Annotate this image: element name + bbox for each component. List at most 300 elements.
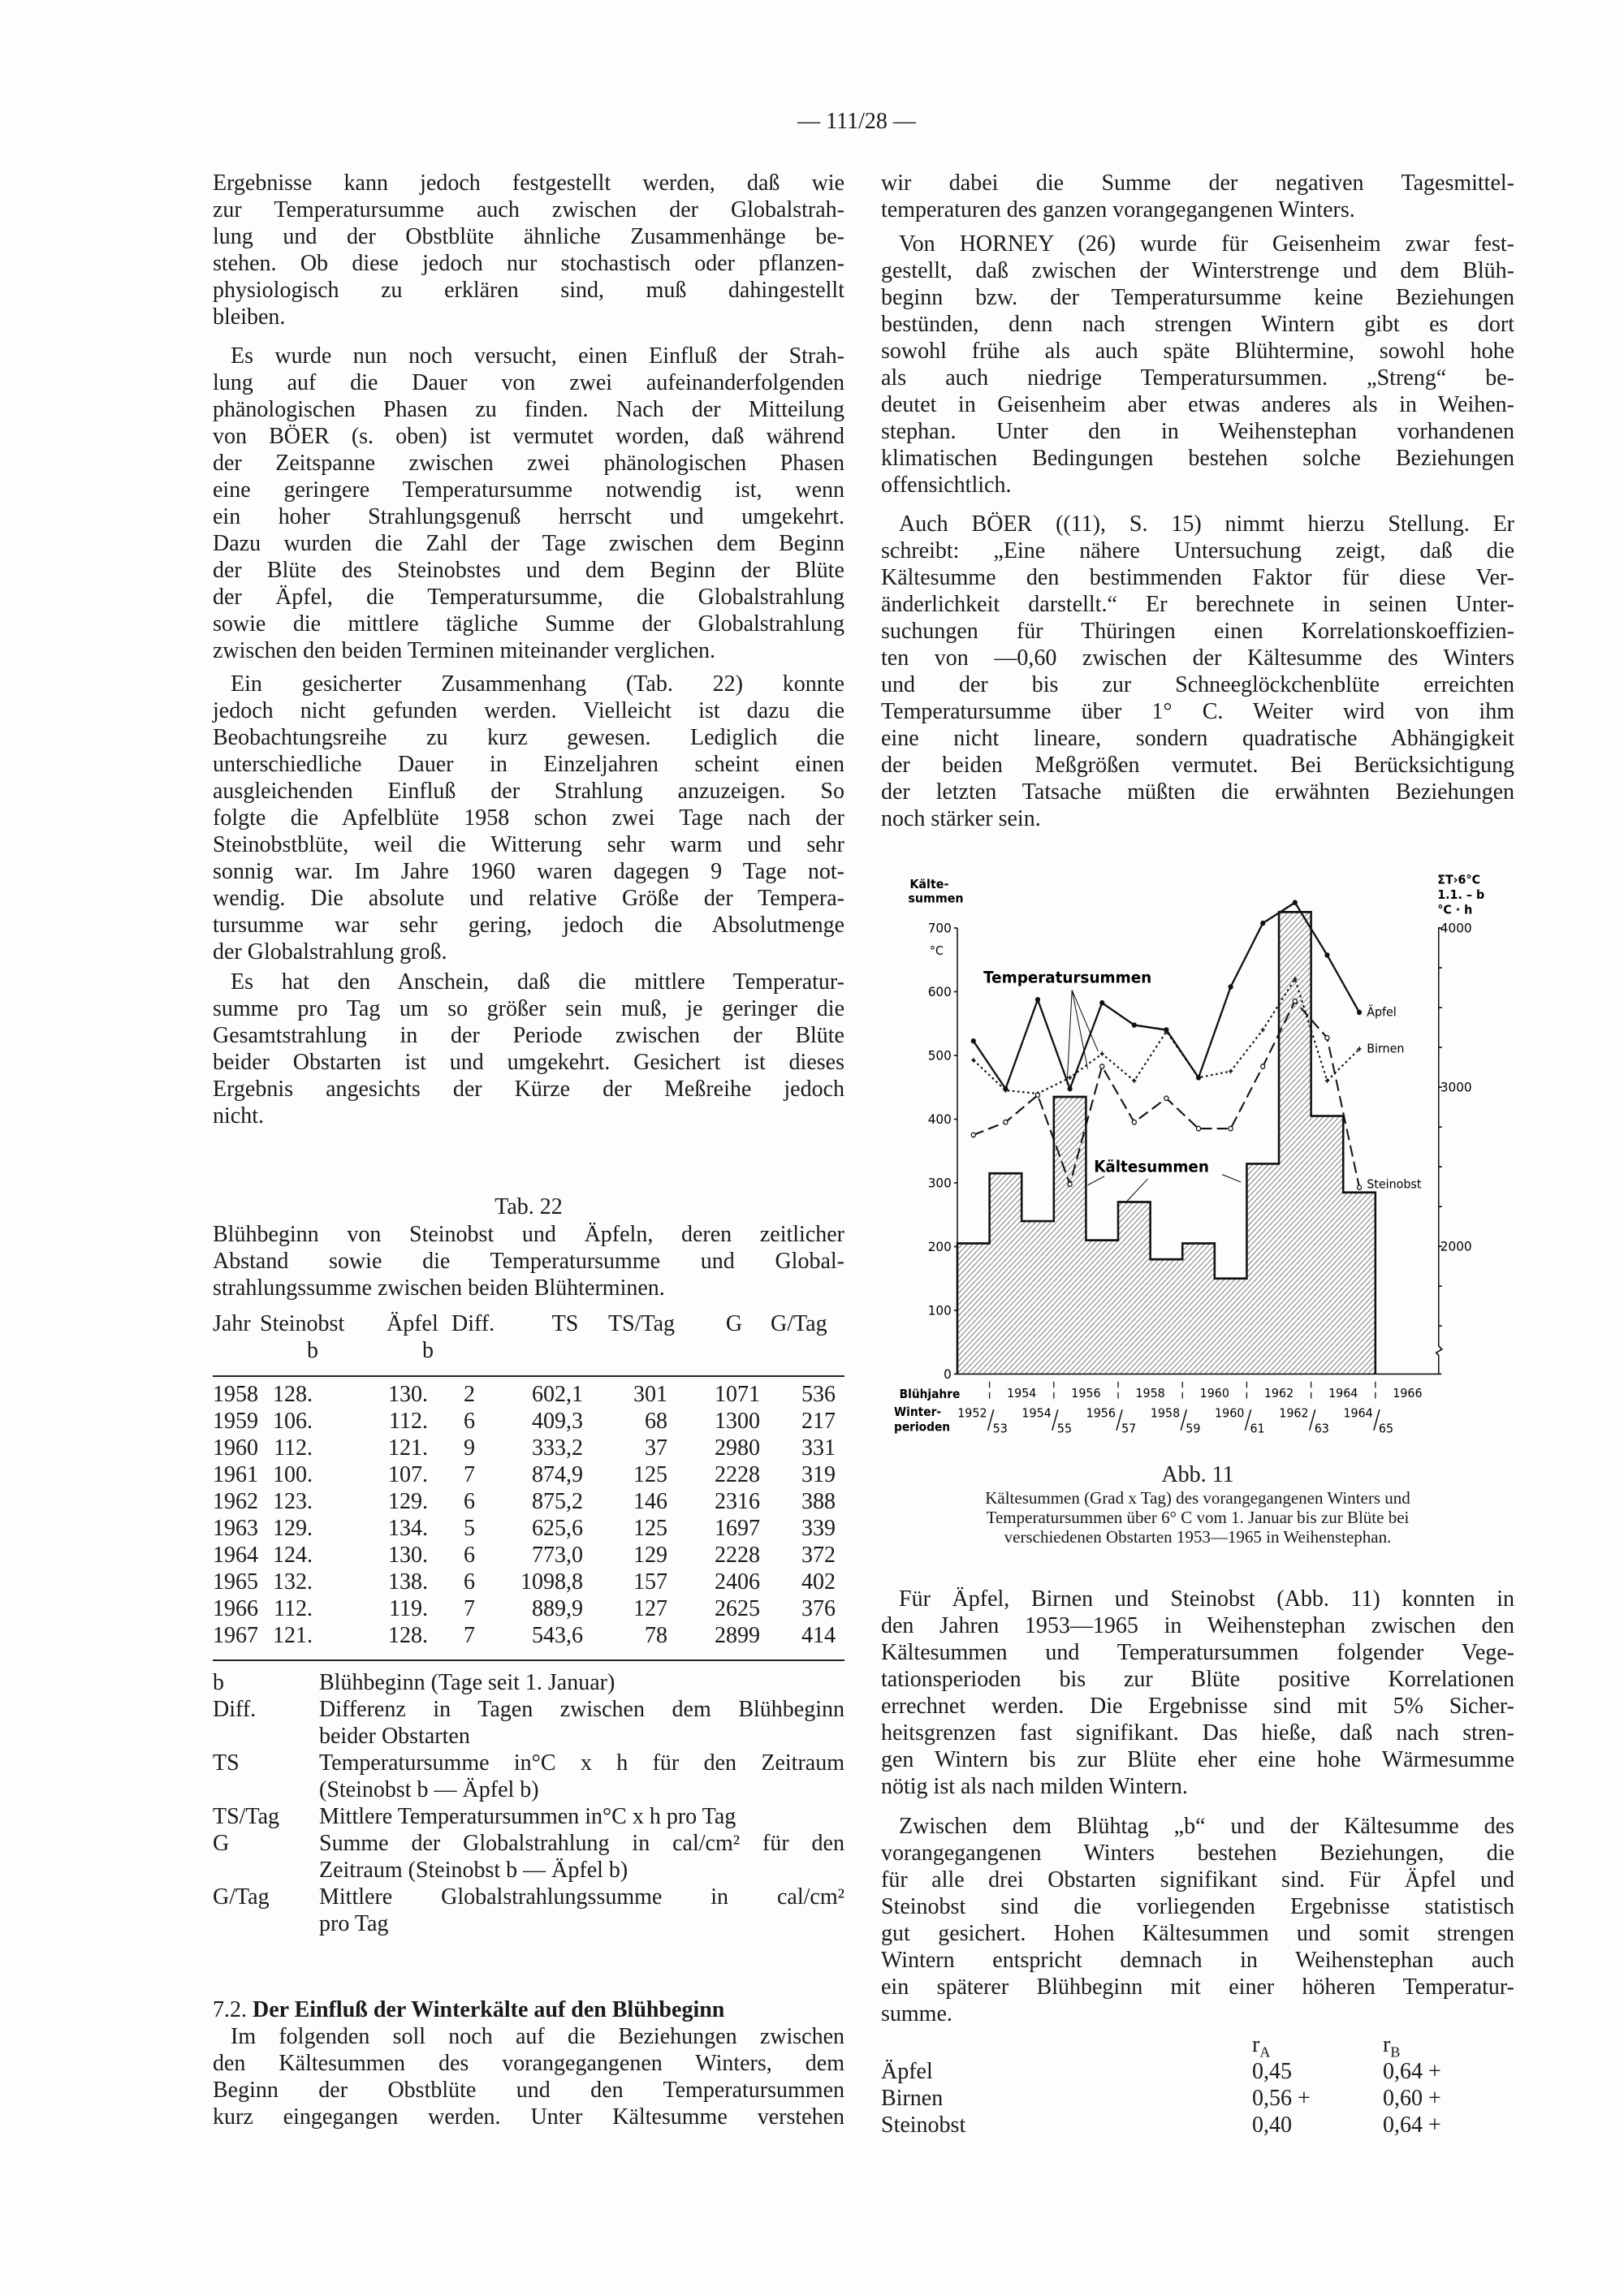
text-line: stephan. Unter den in Weihenstephan vorhandenen <box>881 419 1514 444</box>
table-cell: 602,1 <box>532 1382 583 1407</box>
paragraph <box>881 1586 1514 1800</box>
text-line: Wintern entspricht demnach in Weihenstephan auch <box>881 1948 1514 1973</box>
series-point <box>1324 952 1329 958</box>
column-header: Jahr <box>213 1311 251 1336</box>
text-line: eine geringere Temperatursumme notwendig ist, wenn <box>213 477 844 503</box>
text-line: folgte die Apfelblüte 1958 schon zwei Tage nach der <box>213 805 844 831</box>
table-cell: 129 <box>633 1543 667 1568</box>
left-axis-tick-label: 200 <box>927 1238 952 1255</box>
text-line: Dazu wurden die Zahl der Tage zwischen dem Beginn <box>213 531 844 556</box>
table-cell: 132. <box>273 1569 313 1595</box>
kaeltesummen-bar <box>1343 1193 1376 1375</box>
header-r: r <box>1252 2032 1260 2057</box>
table-cell: 37 <box>645 1435 667 1461</box>
text-line: ein späterer Blühbeginn mit einer höheren Temperatur- <box>881 1974 1514 2000</box>
left-axis-tick-label: 700 <box>927 919 952 936</box>
table-cell: 112. <box>274 1435 313 1461</box>
text-line: Auch BÖER ((11), S. 15) nimmt hierzu Stellung. Er <box>899 511 1514 537</box>
text-line: Gesamtstrahlung in der Periode zwischen der Blüte <box>213 1023 844 1048</box>
left-axis-tick-label: 500 <box>927 1047 952 1064</box>
series-point <box>1068 1076 1072 1080</box>
series-point <box>1260 921 1265 926</box>
correlation-name: Steinobst <box>881 2113 966 2138</box>
table-cell: 339 <box>801 1516 836 1541</box>
text-line: bleiben. <box>213 304 286 330</box>
text-line: der Äpfel, die Temperatursumme, die Globalstrahlung <box>213 585 844 610</box>
text-line: nötig ist als nach milden Wintern. <box>881 1774 1188 1799</box>
text-line: Temperatursumme über 1° C. Weiter wird von ihm <box>881 699 1514 724</box>
text-line: unterschiedliche Dauer in Einzeljahren scheint einen <box>213 752 844 777</box>
section-heading <box>213 1996 724 2023</box>
series-point <box>1261 1028 1265 1032</box>
text-line: Es hat den Anschein, daß die mittlere Temperatur- <box>231 969 844 995</box>
series-point <box>1004 1120 1008 1124</box>
correlation-rA: 0,40 <box>1252 2113 1292 2138</box>
left-axis-tick-label: 0 <box>944 1366 952 1383</box>
table-cell: 68 <box>645 1409 667 1434</box>
text-line: suchungen für Thüringen einen Korrelationskoeffizien- <box>881 619 1514 644</box>
section-title: Der Einfluß der Winterkälte auf den Blühbeginn <box>253 1997 725 2022</box>
text-line: klimatischen Bedingungen bestehen solche Beziehungen <box>881 446 1514 471</box>
table-cell: 875,2 <box>532 1489 583 1514</box>
figure-label: Abb. 11 <box>1161 1462 1234 1487</box>
table-cell: 129. <box>273 1516 313 1541</box>
table-cell: 2228 <box>715 1462 760 1487</box>
table-cell: 1965 <box>213 1569 258 1595</box>
x-tick-label-winter-start: 1960 <box>1215 1405 1245 1421</box>
table-cell: 9 <box>464 1435 475 1461</box>
text-line: phänologischen Phasen zu finden. Nach der Mitteilung <box>213 397 844 422</box>
table-cell: 121. <box>273 1623 313 1648</box>
table-cell: 6 <box>464 1543 475 1568</box>
text-line: der Globalstrahlung groß. <box>213 939 447 965</box>
table-cell: 1961 <box>213 1462 258 1487</box>
x-tick-label-winter-start: 1954 <box>1021 1405 1052 1421</box>
figure-chart <box>893 861 1535 1437</box>
text-line: ausgleichenden Einfluß der Strahlung anzuzeigen. So <box>213 779 844 804</box>
table-cell: 388 <box>801 1489 836 1514</box>
kaeltesummen-bar <box>1311 1116 1344 1375</box>
paragraph <box>881 170 1514 223</box>
text-line: lung auf die Dauer von zwei aufeinanderfolgenden <box>213 370 844 395</box>
text-line: heitsgrenzen fast signifikant. Das hieße, daß nach stren- <box>881 1720 1514 1746</box>
series-point <box>1261 1064 1265 1068</box>
series-point <box>971 1133 975 1137</box>
text-line: der Blüte des Steinobstes und dem Beginn der Blüte <box>213 558 844 583</box>
text-line: beider Obstarten ist und umgekehrt. Gesichert ist dieses <box>213 1050 844 1075</box>
caption-line: Temperatursummen über 6° C vom 1. Januar bis zur Blüte bei <box>986 1508 1410 1527</box>
paragraph <box>213 343 844 664</box>
text-line: stehen. Ob diese jedoch nur stochastisch oder pflanzen- <box>213 251 844 276</box>
x-tick-label-bluehjahr: 1956 <box>1071 1386 1101 1400</box>
table-cell: 1300 <box>715 1409 760 1434</box>
text-line: Steinobstblüte, weil die Witterung sehr warm und sehr <box>213 832 844 857</box>
table-cell: 301 <box>633 1382 667 1407</box>
text-line: Steinobst sind die vorliegenden Ergebnisse statistisch <box>881 1894 1514 1919</box>
table-cell: 78 <box>645 1623 667 1648</box>
text-line: temperaturen des ganzen vorangegangenen Winters. <box>881 197 1355 222</box>
text-line: lung und der Obstblüte ähnliche Zusammenhänge be- <box>213 224 844 249</box>
right-axis-title: °C · h <box>1437 903 1473 917</box>
header-r: r <box>1383 2032 1391 2057</box>
text-line: den Jahren 1953—1965 in Weihenstephan zwischen den <box>881 1613 1514 1638</box>
series-point <box>1132 1022 1137 1028</box>
text-line: Beobachtungsreihe zu kurz gewesen. Lediglich die <box>213 725 844 750</box>
x-tick-label-bluehjahr: 1958 <box>1135 1386 1165 1400</box>
series-point <box>1164 1096 1168 1100</box>
text-line: wendig. Die absolute und relative Größe der Tempera- <box>213 886 844 911</box>
annotation-temperatursummen: Temperatursummen <box>983 969 1152 987</box>
legend-key: b <box>213 1670 224 1695</box>
text-line: den Kältesummen des vorangegangenen Winters, dem <box>213 2051 844 2076</box>
series-point <box>1196 1126 1200 1130</box>
legend-description: Mittlere Temperatursummen in°C x h pro Tag <box>319 1804 736 1829</box>
table-cell: 2980 <box>715 1435 760 1461</box>
x-tick-label-winter-start: 1962 <box>1279 1405 1309 1421</box>
text-line: sowohl frühe als auch späte Blühtermine, sowohl hohe <box>881 339 1514 364</box>
legend-description: Blühbeginn (Tage seit 1. Januar) <box>319 1670 615 1695</box>
x-tick-label-winter-end: 63 <box>1314 1422 1329 1436</box>
table-cell: 125 <box>633 1462 667 1487</box>
x-tick-label-bluehjahr: 1954 <box>1007 1386 1037 1400</box>
series-point <box>1325 1036 1329 1040</box>
left-axis-tick-label: 400 <box>927 1111 952 1128</box>
text-line: Es wurde nun noch versucht, einen Einfluß der Strah- <box>231 343 844 369</box>
table-cell: 874,9 <box>532 1462 583 1487</box>
x-tick-label-winter-end: 55 <box>1056 1422 1073 1436</box>
series-point <box>1229 984 1233 990</box>
table-bottom-rule <box>213 1659 844 1661</box>
table-cell: 543,6 <box>532 1623 583 1648</box>
text-line: tationsperioden bis zur Blüte positive Korrelationen <box>881 1667 1514 1692</box>
section-number: 7.2. <box>213 1997 247 2022</box>
text-line: Von HORNEY (26) wurde für Geisenheim zwar fest- <box>899 231 1514 257</box>
text-line: vorangegangenen Winters bestehen Beziehungen, die <box>881 1841 1514 1866</box>
legend-key: G/Tag <box>213 1884 270 1910</box>
legend-description: Summe der Globalstrahlung in cal/cm² für den <box>319 1831 844 1856</box>
caption-line: verschiedenen Obstarten 1953—1965 in Weihenstephan. <box>1004 1527 1392 1547</box>
table-top-rule <box>213 1375 844 1377</box>
text-line: sowie die mittlere tägliche Summe der Globalstrahlung <box>213 611 844 637</box>
text-line: kurz eingegangen werden. Unter Kältesumme verstehen <box>213 2104 844 2130</box>
text-line: Zwischen dem Blühtag „b“ und der Kältesumme des <box>899 1814 1514 1839</box>
text-line: summe pro Tag um so größer sein muß, je geringer die <box>213 996 844 1021</box>
table-cell: 119. <box>389 1596 428 1621</box>
text-line: sonnig war. Im Jahre 1960 waren dagegen 9 Tage not- <box>213 859 844 884</box>
legend-key: TS <box>213 1750 240 1776</box>
table-cell: 146 <box>633 1489 667 1514</box>
column-header: Diff. <box>451 1311 495 1336</box>
left-axis-tick-label: 300 <box>927 1174 952 1191</box>
series-point <box>971 1038 976 1044</box>
text-line: von BÖER (s. oben) ist vermutet worden, daß während <box>213 424 844 449</box>
table-cell: 7 <box>464 1596 475 1621</box>
column-header: TS <box>551 1311 579 1336</box>
table-cell: 773,0 <box>532 1543 583 1568</box>
text-line: und der bis zur Schneeglöckchenblüte erreichten <box>881 672 1514 697</box>
text-line: Kältesummen und Temperatursummen folgender Vege- <box>881 1640 1514 1665</box>
legend-description: Zeitraum (Steinobst b — Äpfel b) <box>319 1858 628 1883</box>
header-sub: B <box>1390 2044 1401 2061</box>
table-cell: 217 <box>801 1409 836 1434</box>
x-row2-title: perioden <box>894 1420 951 1435</box>
text-line: gen Wintern bis zur Blüte eher eine hohe Wärmesumme <box>881 1747 1514 1772</box>
text-line: bestünden, denn nach strengen Wintern gibt es dort <box>881 312 1514 337</box>
kaeltesummen-bar <box>1086 1241 1118 1375</box>
text-line: gestellt, daß zwischen der Winterstrenge und dem Blüh- <box>881 258 1514 283</box>
text-line: Ergebnisse kann jedoch festgestellt werden, daß wie <box>213 170 844 196</box>
text-line: errechnet werden. Die Ergebnisse sind mit 5% Sicher- <box>881 1694 1514 1719</box>
table-cell: 2228 <box>715 1543 760 1568</box>
text-line: beginn bzw. der Temperatursumme keine Beziehungen <box>881 285 1514 310</box>
table-cell: 128. <box>273 1382 313 1407</box>
table-cell: 2899 <box>715 1623 760 1648</box>
table-cell: 1697 <box>715 1516 760 1541</box>
table-cell: 1963 <box>213 1516 258 1541</box>
legend-key: Diff. <box>213 1697 257 1722</box>
text-line: Ergebnis angesichts der Kürze der Meßreihe jedoch <box>213 1077 844 1102</box>
series-point <box>1357 1010 1362 1016</box>
x-tick-label-bluehjahr: 1962 <box>1263 1386 1294 1400</box>
table-label: Tab. 22 <box>495 1194 563 1219</box>
series-point <box>1035 1093 1039 1097</box>
table-cell: 7 <box>464 1623 475 1648</box>
text-line: wir dabei die Summe der negativen Tagesmittel- <box>881 170 1514 196</box>
table-cell: 333,2 <box>532 1435 583 1461</box>
left-axis-tick-label: 600 <box>927 983 952 1000</box>
table-cell: 112. <box>389 1409 428 1434</box>
table-cell: 6 <box>464 1409 475 1434</box>
table-cell: 127 <box>633 1596 667 1621</box>
table-cell: 1959 <box>213 1409 258 1434</box>
x-tick-label-winter-end: 59 <box>1186 1422 1201 1436</box>
legend-key: TS/Tag <box>213 1804 280 1829</box>
text-line: physiologisch zu erklären sind, muß dahingestellt <box>213 278 844 303</box>
correlation-name: Birnen <box>881 2086 944 2111</box>
paragraph <box>881 1813 1514 2027</box>
table-cell: 1967 <box>213 1623 258 1648</box>
text-line: zur Temperatursumme auch zwischen der Globalstrah- <box>213 197 844 222</box>
kaeltesummen-bar <box>957 1244 990 1375</box>
correlation-rB: 0,64 + <box>1383 2113 1441 2138</box>
correlation-rB: 0,64 + <box>1383 2059 1441 2084</box>
column-subheader: b <box>307 1338 318 1363</box>
paragraph <box>213 671 844 965</box>
legend-description: Temperatursumme in°C x h für den Zeitraum <box>319 1750 844 1776</box>
x-tick-label-winter-start: 1952 <box>957 1405 987 1421</box>
x-tick-label-winter-start: 1964 <box>1343 1405 1373 1421</box>
table-cell: 125 <box>633 1516 667 1541</box>
right-axis-title: 1.1. – b <box>1437 887 1485 903</box>
table-cell: 1966 <box>213 1596 258 1621</box>
legend-description: (Steinobst b — Äpfel b) <box>319 1777 539 1802</box>
left-axis-title: summen <box>908 891 964 906</box>
table-cell: 129. <box>388 1489 428 1514</box>
legend-description: pro Tag <box>319 1911 389 1936</box>
table-cell: 2625 <box>715 1596 760 1621</box>
text-line: schreibt: „Eine nähere Untersuchung zeigt, daß die <box>881 538 1514 563</box>
text-line: ten von —0,60 zwischen der Kältesumme des Winters <box>881 645 1514 671</box>
table-cell: 402 <box>801 1569 836 1595</box>
text-line: tursumme war sehr gering, jedoch die Absolutmenge <box>213 913 844 938</box>
x-row2-title: Winter- <box>894 1405 942 1419</box>
caption-line: Kältesummen (Grad x Tag) des vorangegangenen Winters und <box>985 1488 1410 1508</box>
table-cell: 130. <box>388 1543 428 1568</box>
text-line: deutet in Geisenheim aber etwas anderes als in Weihen- <box>881 392 1514 417</box>
kaeltesummen-bar <box>990 1173 1022 1374</box>
series-label: Äpfel <box>1367 1004 1397 1020</box>
text-line: Für Äpfel, Birnen und Steinobst (Abb. 11) konnten in <box>899 1586 1514 1612</box>
left-axis-title: Kälte- <box>909 877 949 891</box>
x-tick-label-bluehjahr: 1966 <box>1393 1386 1423 1400</box>
table-cell: 372 <box>801 1543 836 1568</box>
x-tick-label-winter-end: 65 <box>1378 1422 1394 1436</box>
series-point <box>1229 1069 1233 1073</box>
page-number: — 111/28 — <box>797 109 916 134</box>
figure-caption <box>881 1488 1514 1547</box>
correlation-name: Äpfel <box>881 2059 933 2084</box>
right-axis-tick-label: 4000 <box>1440 919 1472 936</box>
legend-description: Differenz in Tagen zwischen dem Blühbeginn <box>319 1697 844 1722</box>
annotation-leader <box>1127 1179 1147 1201</box>
series-point <box>1099 1000 1104 1006</box>
table-cell: 107. <box>388 1462 428 1487</box>
table-cell: 1960 <box>213 1435 258 1461</box>
header-sub: A <box>1259 2044 1271 2061</box>
text-line: offensichtlich. <box>881 473 1012 498</box>
annotation-leader <box>1222 1175 1241 1182</box>
table-cell: 5 <box>464 1516 475 1541</box>
table-cell: 1964 <box>213 1543 258 1568</box>
column-header: G <box>725 1311 743 1336</box>
right-axis-title: ΣT›6°C <box>1437 872 1481 887</box>
text-line: jedoch nicht gefunden werden. Vielleicht ist dazu die <box>213 698 844 723</box>
table-cell: 889,9 <box>532 1596 583 1621</box>
text-line: als auch niedrige Temperatursummen. „Streng“ be- <box>881 365 1514 391</box>
table-cell: 130. <box>388 1382 428 1407</box>
table-cell: 138. <box>388 1569 428 1595</box>
correlation-rA: 0,45 <box>1252 2059 1292 2084</box>
series-point <box>1357 1185 1361 1189</box>
text-line: summe. <box>881 2001 952 2026</box>
table-caption <box>213 1221 844 1301</box>
text-line: der letzten Tatsache müßten die erwähnten Beziehungen <box>881 779 1514 805</box>
table-cell: 1958 <box>213 1382 258 1407</box>
x-tick-label-winter-end: 61 <box>1250 1422 1265 1436</box>
x-tick-label-winter-end: 57 <box>1121 1422 1137 1436</box>
text-line: noch stärker sein. <box>881 806 1041 831</box>
table-cell: 536 <box>801 1382 836 1407</box>
table-cell: 121. <box>388 1435 428 1461</box>
text-line: änderlichkeit darstellt.“ Er berechnete in seinen Unter- <box>881 592 1514 617</box>
caption-line: Abstand sowie die Temperatursumme und Global- <box>213 1249 844 1274</box>
table-cell: 112. <box>274 1596 313 1621</box>
text-line: der Zeitspanne zwischen zwei phänologischen Phasen <box>213 451 844 476</box>
kaeltesummen-bar <box>1054 1097 1086 1374</box>
annotation-leader <box>1072 990 1098 1051</box>
paragraph <box>213 170 844 330</box>
text-line: Im folgenden soll noch auf die Beziehungen zwischen <box>231 2024 844 2049</box>
table-cell: 2406 <box>715 1569 760 1595</box>
paragraph <box>881 511 1514 832</box>
paragraph <box>213 2023 844 2130</box>
table-cell: 376 <box>801 1596 836 1621</box>
series-point <box>1132 1079 1136 1083</box>
x-tick-label-winter-start: 1956 <box>1086 1405 1116 1421</box>
right-axis <box>1436 927 1442 1375</box>
kaeltesummen-bar <box>1151 1259 1183 1374</box>
table-cell: 331 <box>801 1435 836 1461</box>
table-cell: 1962 <box>213 1489 258 1514</box>
column-header: Steinobst <box>260 1311 345 1336</box>
right-axis-tick-label: 2000 <box>1440 1238 1472 1254</box>
column-subheader: b <box>422 1338 434 1363</box>
text-line: eine nicht lineare, sondern quadratische Abhängigkeit <box>881 726 1514 751</box>
table-cell: 319 <box>801 1462 836 1487</box>
caption-line: strahlungssumme zwischen beiden Blühterminen. <box>213 1275 665 1301</box>
series-point <box>1293 900 1298 905</box>
legend-key: G <box>213 1831 230 1856</box>
table-cell: 157 <box>633 1569 667 1595</box>
left-axis-unit: °C <box>929 943 944 958</box>
text-line: Kältesumme den bestimmenden Faktor für diese Ver- <box>881 565 1514 590</box>
kaeltesummen-bar <box>1246 1163 1279 1374</box>
text-line: Beginn der Obstblüte und den Temperatursummen <box>213 2078 844 2103</box>
table-cell: 409,3 <box>532 1409 583 1434</box>
right-axis-tick-label: 3000 <box>1440 1079 1472 1095</box>
table-cell: 7 <box>464 1462 475 1487</box>
series-label: Birnen <box>1367 1041 1405 1056</box>
series-point <box>1035 997 1040 1003</box>
table-cell: 134. <box>388 1516 428 1541</box>
column-header: G/Tag <box>771 1311 827 1336</box>
caption-line: Blühbeginn von Steinobst und Äpfeln, deren zeitlicher <box>213 1222 844 1247</box>
x-tick-label-bluehjahr: 1964 <box>1328 1386 1358 1400</box>
column-header: TS/Tag <box>608 1311 676 1336</box>
table-cell: 124. <box>273 1543 313 1568</box>
annotation-leader <box>1072 990 1087 1068</box>
text-line: Ein gesicherter Zusammenhang (Tab. 22) konnte <box>231 671 844 697</box>
table-cell: 625,6 <box>532 1516 583 1541</box>
table-cell: 1098,8 <box>520 1569 583 1595</box>
paragraph <box>213 969 844 1129</box>
kaeltesummen-bar <box>1182 1244 1215 1375</box>
kaeltesummen-bar <box>1215 1279 1247 1375</box>
table-cell: 100. <box>273 1462 313 1487</box>
kaeltesummen-bar <box>1021 1221 1054 1374</box>
x-row1-title: Blühjahre <box>899 1388 961 1402</box>
table-cell: 106. <box>273 1409 313 1434</box>
text-line: nicht. <box>213 1103 264 1129</box>
table-cell: 6 <box>464 1489 475 1514</box>
annotation-leader <box>1067 990 1072 1084</box>
paragraph <box>881 231 1514 498</box>
column-header: Äpfel <box>387 1311 438 1336</box>
correlation-rA: 0,56 + <box>1252 2086 1311 2111</box>
text-line: zwischen den beiden Terminen miteinander verglichen. <box>213 638 716 663</box>
left-axis-tick-label: 100 <box>927 1301 952 1318</box>
legend-description: Mittlere Globalstrahlungssumme in cal/cm² <box>319 1884 844 1910</box>
series-point <box>1293 999 1297 1003</box>
x-tick-label-winter-end: 53 <box>992 1422 1008 1436</box>
annotation-leader <box>1088 1176 1104 1185</box>
text-line: der beiden Meßgrößen vermutet. Bei Berücksichtigung <box>881 753 1514 778</box>
text-line: für alle drei Obstarten signifikant sind. Für Äpfel und <box>881 1867 1514 1892</box>
table-cell: 123. <box>273 1489 313 1514</box>
series-point <box>1229 1126 1233 1130</box>
table-cell: 2316 <box>715 1489 760 1514</box>
x-tick-label-bluehjahr: 1960 <box>1199 1386 1229 1400</box>
